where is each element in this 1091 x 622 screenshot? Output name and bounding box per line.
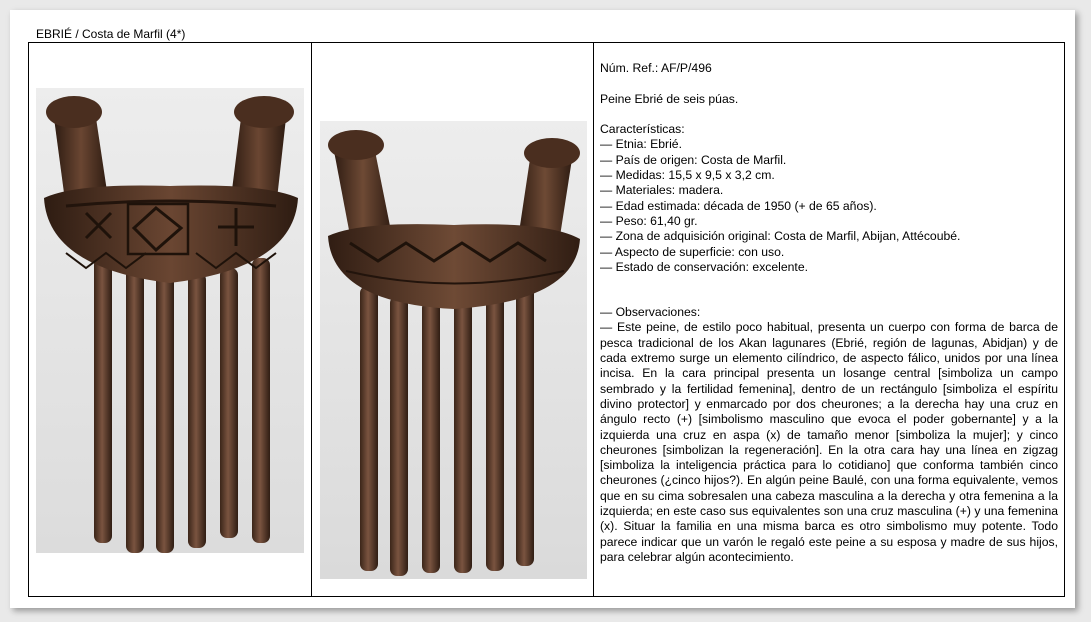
comb-back-photo bbox=[320, 121, 587, 579]
item-summary: Peine Ebrié de seis púas. bbox=[600, 91, 739, 106]
comb-front-illustration bbox=[36, 88, 304, 553]
reference-number: Núm. Ref.: AF/P/496 bbox=[600, 61, 712, 75]
document-title: EBRIÉ / Costa de Marfil (4*) bbox=[36, 27, 186, 41]
observations-heading: — Observaciones: bbox=[600, 305, 701, 320]
feature-materials: — Materiales: madera. bbox=[600, 183, 724, 198]
features-heading: Características: bbox=[600, 122, 685, 137]
feature-ethnic-group: — Etnia: Ebrié. bbox=[600, 137, 682, 152]
feature-condition: — Estado de conservación: excelente. bbox=[600, 259, 808, 274]
feature-age: — Edad estimada: década de 1950 (+ de 65 años). bbox=[600, 198, 877, 213]
feature-surface: — Aspecto de superficie: con uso. bbox=[600, 244, 785, 259]
comb-back-illustration bbox=[320, 121, 587, 579]
description-cell bbox=[594, 43, 1064, 596]
comb-front-photo bbox=[36, 88, 304, 553]
feature-dimensions: — Medidas: 15,5 x 9,5 x 3,2 cm. bbox=[600, 168, 775, 183]
feature-country: — País de origen: Costa de Marfil. bbox=[600, 152, 787, 167]
catalog-table bbox=[28, 42, 1065, 597]
document-sheet bbox=[10, 10, 1075, 608]
photo-cell-back bbox=[312, 43, 594, 596]
feature-weight: — Peso: 61,40 gr. bbox=[600, 213, 698, 228]
photo-cell-front bbox=[29, 43, 312, 596]
feature-acquisition-zone: — Zona de adquisición original: Costa de Marfil, Abijan, Attécoubé. bbox=[600, 229, 961, 244]
observations-text: — Este peine, de estilo poco habitual, presenta un cuerpo con forma de barca de pesca tradicional de los Akan lagunares (Ebrié, región de lagunas, Abidjan) y de cada extremo surge un elemento cilíndrico, de aspecto fálico, unidos por una línea incisa. En la cara principal presenta un losange central [simboliza un campo sembrado y la fertilidad femenina], dentro de un rectángulo [simboliza el espíritu divino protector] y enmarcado por dos cheurones; a la derecha hay una cruz en ángulo recto (+) [simbolismo masculino que evoca el poder gobernante] y a la izquierda una cruz en aspa (x) de tamaño menor [simboliza la mujer]; y cinco cheurones [simbolizan la regeneración]. En la otra cara hay una línea en zigzag [simboliza la inteligencia práctica para lo cotidiano] que conforma también cinco cheurones (¿cinco hijos?). En algún peine Baulé, con una forma equivalente, vemos que en su cima sobresalen una cabeza masculina a la derecha y otra femenina a la izquierda; en este caso sus equivalentes son una cruz masculina (+) y una femenina (x). Situar la familia en una misma barca es otro simbolismo muy potente. Todo parece indicar que un varón le regaló este peine a su esposa y madre de sus hijos, para celebrar algún acontecimiento. bbox=[600, 320, 1058, 564]
